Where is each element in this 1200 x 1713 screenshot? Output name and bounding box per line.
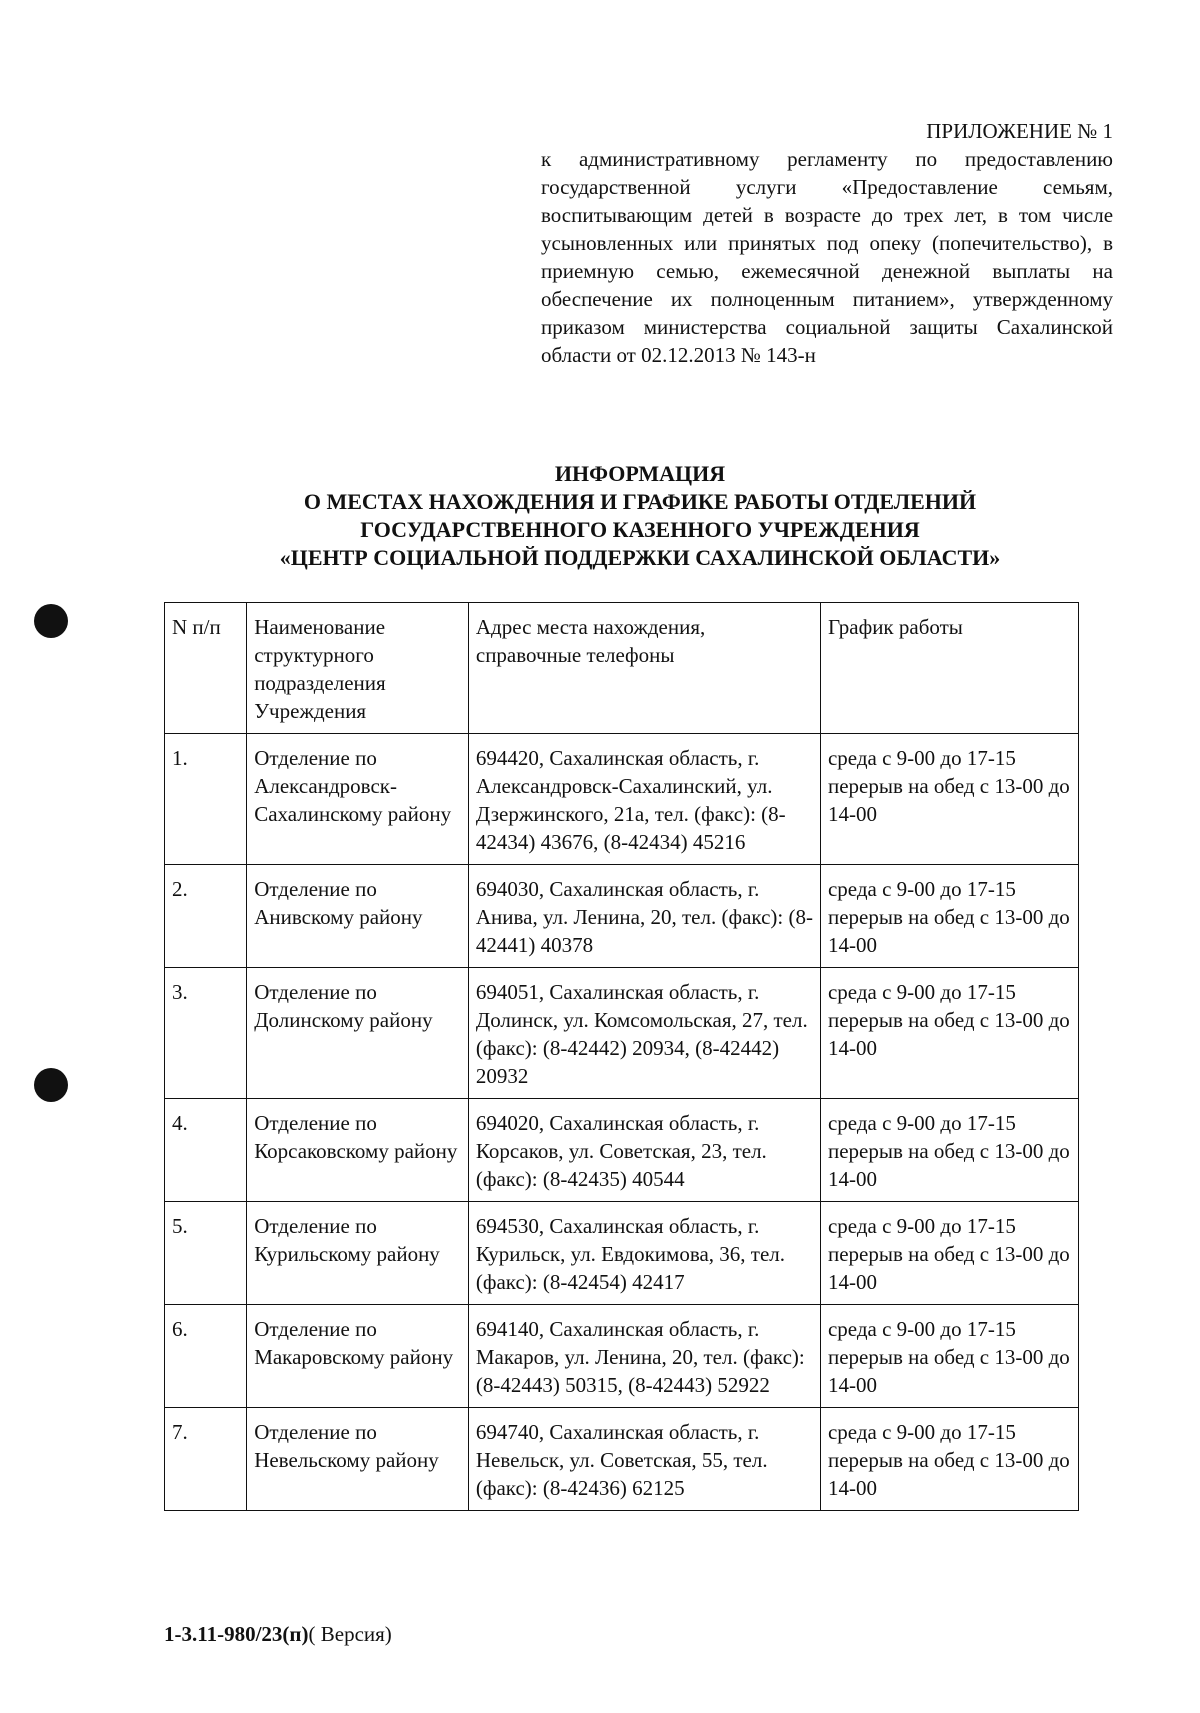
appendix-line: социальной защиты Сахалинской области	[541, 315, 1114, 367]
header-address: Адрес места нахождения, справочные телефоны	[468, 603, 820, 734]
row-number: 7.	[165, 1408, 247, 1511]
appendix-line: государственной услуги «Предоставление семьям,	[541, 175, 1113, 199]
row-name: Отделение по Долинскому району	[247, 968, 469, 1099]
heading-line: ГОСУДАРСТВЕННОГО КАЗЕННОГО УЧРЕЖДЕНИЯ	[360, 517, 920, 542]
appendix-line: числе усыновленных или принятых под опеку	[541, 203, 1114, 255]
table-row	[165, 865, 1079, 968]
row-name: Отделение по Курильскому району	[247, 1202, 469, 1305]
document-code: 1-3.11-980/23(п)	[164, 1622, 309, 1646]
document-footer	[164, 1620, 392, 1648]
header-number: N п/п	[165, 603, 247, 734]
appendix-line: питанием», утвержденному приказом министерства	[541, 287, 1113, 339]
header-schedule: График работы	[820, 603, 1078, 734]
table-row	[165, 1305, 1079, 1408]
appendix-line: к административному регламенту по предоставлению	[541, 147, 1113, 171]
header-name: Наименование структурного подразделения Учреждения	[247, 603, 469, 734]
document-heading	[200, 460, 1080, 572]
row-number: 1.	[165, 734, 247, 865]
row-name: Отделение по Невельскому району	[247, 1408, 469, 1511]
row-address: 694140, Сахалинская область, г. Макаров, ул. Ленина, 20, тел. (факс): (8-42443) 50315, (8-42443) 52922	[468, 1305, 820, 1408]
row-number: 6.	[165, 1305, 247, 1408]
heading-line: «ЦЕНТР СОЦИАЛЬНОЙ ПОДДЕРЖКИ САХАЛИНСКОЙ ОБЛАСТИ»	[279, 545, 1001, 570]
row-name: Отделение по Корсаковскому району	[247, 1099, 469, 1202]
row-schedule: среда с 9-00 до 17-15 перерыв на обед с 13-00 до 14-00	[820, 734, 1078, 865]
row-address: 694530, Сахалинская область, г. Курильск, ул. Евдокимова, 36, тел. (факс): (8-42454) 42417	[468, 1202, 820, 1305]
row-address: 694030, Сахалинская область, г. Анива, ул. Ленина, 20, тел. (факс): (8-42441) 40378	[468, 865, 820, 968]
row-name: Отделение по Александровск-Сахалинскому району	[247, 734, 469, 865]
row-number: 4.	[165, 1099, 247, 1202]
appendix-line: (попечительство), в приемную семью, ежемесячной	[541, 231, 1114, 283]
appendix-title: ПРИЛОЖЕНИЕ № 1	[926, 119, 1113, 143]
appendix-line: воспитывающим детей в возрасте до трех лет, в том	[541, 203, 1052, 227]
row-schedule: среда с 9-00 до 17-15 перерыв на обед с 13-00 до 14-00	[820, 1099, 1078, 1202]
row-address: 694420, Сахалинская область, г. Александровск-Сахалинский, ул. Дзержинского, 21а, тел. (факс): (8-42434) 43676, (8-42434) 45216	[468, 734, 820, 865]
row-schedule: среда с 9-00 до 17-15 перерыв на обед с 13-00 до 14-00	[820, 968, 1078, 1099]
row-address: 694740, Сахалинская область, г. Невельск, ул. Советская, 55, тел. (факс): (8-42436) 62125	[468, 1408, 820, 1511]
appendix-block	[541, 117, 1113, 369]
row-number: 2.	[165, 865, 247, 968]
heading-line: ИНФОРМАЦИЯ	[554, 461, 726, 486]
appendix-line: от 02.12.2013 № 143-н	[616, 343, 816, 367]
row-address: 694020, Сахалинская область, г. Корсаков, ул. Советская, 23, тел. (факс): (8-42435) 40544	[468, 1099, 820, 1202]
table-row	[165, 734, 1079, 865]
table-row	[165, 968, 1079, 1099]
appendix-line: денежной выплаты на обеспечение их полноценным	[541, 259, 1113, 311]
table-row	[165, 1099, 1079, 1202]
row-schedule: среда с 9-00 до 17-15 перерыв на обед с 13-00 до 14-00	[820, 1408, 1078, 1511]
table-header-row	[165, 603, 1079, 734]
table-row	[165, 1408, 1079, 1511]
binder-hole-icon	[34, 1068, 68, 1102]
row-schedule: среда с 9-00 до 17-15 перерыв на обед с 13-00 до 14-00	[820, 1305, 1078, 1408]
row-address: 694051, Сахалинская область, г. Долинск, ул. Комсомольская, 27, тел. (факс): (8-42442) 20934, (8-42442) 20932	[468, 968, 820, 1099]
row-schedule: среда с 9-00 до 17-15 перерыв на обед с 13-00 до 14-00	[820, 1202, 1078, 1305]
appendix-body	[541, 145, 1113, 369]
heading-line: О МЕСТАХ НАХОЖДЕНИЯ И ГРАФИКЕ РАБОТЫ ОТДЕЛЕНИЙ	[303, 489, 977, 514]
row-number: 3.	[165, 968, 247, 1099]
table-row	[165, 1202, 1079, 1305]
binder-hole-icon	[34, 604, 68, 638]
document-version: ( Версия)	[308, 1622, 392, 1646]
offices-table	[164, 602, 1079, 1511]
row-schedule: среда с 9-00 до 17-15 перерыв на обед с 13-00 до 14-00	[820, 865, 1078, 968]
row-name: Отделение по Макаровскому району	[247, 1305, 469, 1408]
row-number: 5.	[165, 1202, 247, 1305]
row-name: Отделение по Анивскому району	[247, 865, 469, 968]
